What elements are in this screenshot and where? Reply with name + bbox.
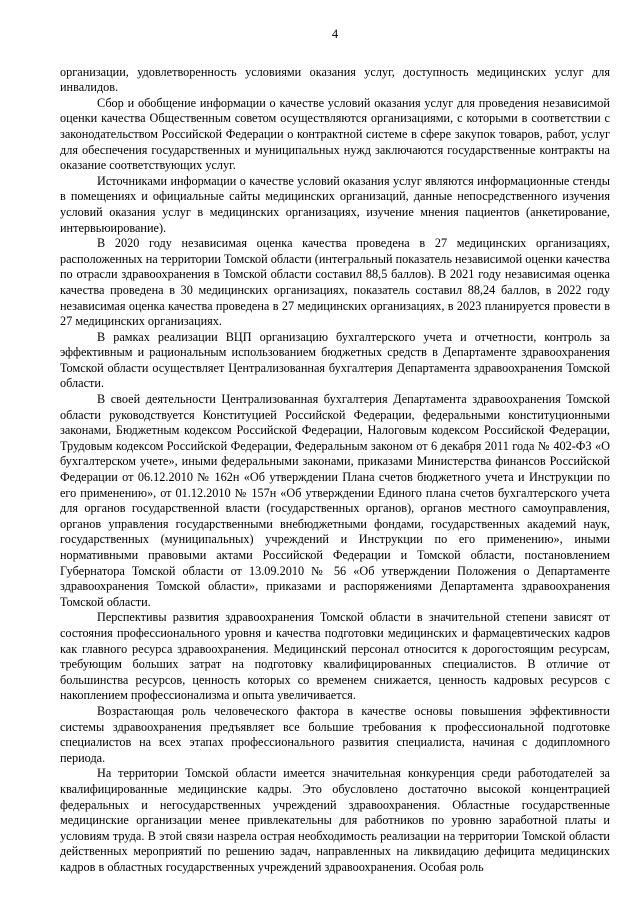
paragraph: организации, удовлетворенность условиями оказания услуг, доступность медицинских услуг для инвалидов. [60, 64, 610, 95]
paragraph: Возрастающая роль человеческого фактора в качестве основы повышения эффективности системы здравоохранения предъявляет все большие требования к профессиональной подготовке специалистов на всех этапах профессионального развития специалиста, начиная с додипломного периода. [60, 703, 610, 765]
paragraph: В своей деятельности Централизованная бухгалтерия Департамента здравоохранения Томской области руководствуется Конституцией Российской Федерации, федеральными конституционными законами, Бюджетным кодексом Российской Федерации, Налоговым кодексом Российской Федерации, Трудовым кодексом Российской Федерации, Федеральным законом от 6 декабря 2011 года № 402-ФЗ «О бухгалтерском учете», иными федеральными законами, приказами Министерства финансов Российской Федерации от 06.12.2010 № 162н «Об утверждении Плана счетов бюджетного учета и Инструкции по его применению», от 01.12.2010 № 157н «Об утверждении Единого плана счетов бухгалтерского учета для органов государственной власти (государственных органов), органов местного самоуправления, органов управления государственными внебюджетными фондами, государственных академий наук, государственных (муниципальных) учреждений и Инструкции по его применению», иными нормативными правовыми актами Российской Федерации и Томской области, постановлением Губернатора Томской области от 13.09.2010 № 56 «Об утверждении Положения о Департаменте здравоохранения Томской области», приказами и распоряжениями Департамента здравоохранения Томской области. [60, 392, 610, 609]
paragraph: Перспективы развития здравоохранения Томской области в значительной степени зависят от состояния профессионального уровня и качества подготовки медицинских и фармацевтических кадров как главного ресурса здравоохранения. Медицинский персонал относится к дорогостоящим ресурсам, требующим больших затрат на подготовку квалифицированных специалистов. В отличие от большинства ресурсов, ценность которых со временем снижается, ценность кадровых ресурсов с накоплением профессионализма и опыта увеличивается. [60, 610, 610, 703]
paragraph: Сбор и обобщение информации о качестве условий оказания услуг для проведения независимой оценки качества Общественным советом осуществляются организациями, с которыми в соответствии с законодательством Российской Федерации о контрактной системе в сфере закупок товаров, работ, услуг для обеспечения государственных и муниципальных нужд заключаются государственные контракты на оказание соответствующих услуг. [60, 95, 610, 173]
paragraph: На территории Томской области имеется значительная конкуренция среди работодателей за квалифицированные медицинские кадры. Это обусловлено достаточно высокой концентрацией федеральных и негосударственных учреждений здравоохранения. Областные государственные медицинские организации менее привлекательны для работников по уровню заработной платы и условиям труда. В этой связи назрела острая необходимость реализации на территории Томской области действенных мероприятий по решению задач, направленных на ликвидацию дефицита медицинских кадров в областных государственных учреждений здравоохранения. Особая роль [60, 766, 610, 874]
paragraph: В рамках реализации ВЦП организацию бухгалтерского учета и отчетности, контроль за эффективным и рациональным использованием бюджетных средств в Департаменте здравоохранения Томской области осуществляет Централизованная бухгалтерия Департамента здравоохранения Томской области. [60, 329, 610, 391]
paragraph: Источниками информации о качестве условий оказания услуг являются информационные стенды в помещениях и официальные сайты медицинских организаций, данные непосредственного изучения условий оказания услуг в медицинских организациях, изучение мнения пациентов (анкетирование, интервьюирование). [60, 173, 610, 235]
page-number: 4 [331, 27, 339, 41]
paragraph: В 2020 году независимая оценка качества проведена в 27 медицинских организациях, расположенных на территории Томской области (интегральный показатель независимой оценки качества по отрасли здравоохранения в Томской области составил 88,5 баллов). В 2021 году независимая оценка качества проведена в 30 медицинских организациях, показатель составил 88,24 баллов, в 2022 году независимая оценка качества проведена в 27 медицинских организациях, в 2023 планируется провести в 27 медицинских организациях. [60, 236, 610, 329]
